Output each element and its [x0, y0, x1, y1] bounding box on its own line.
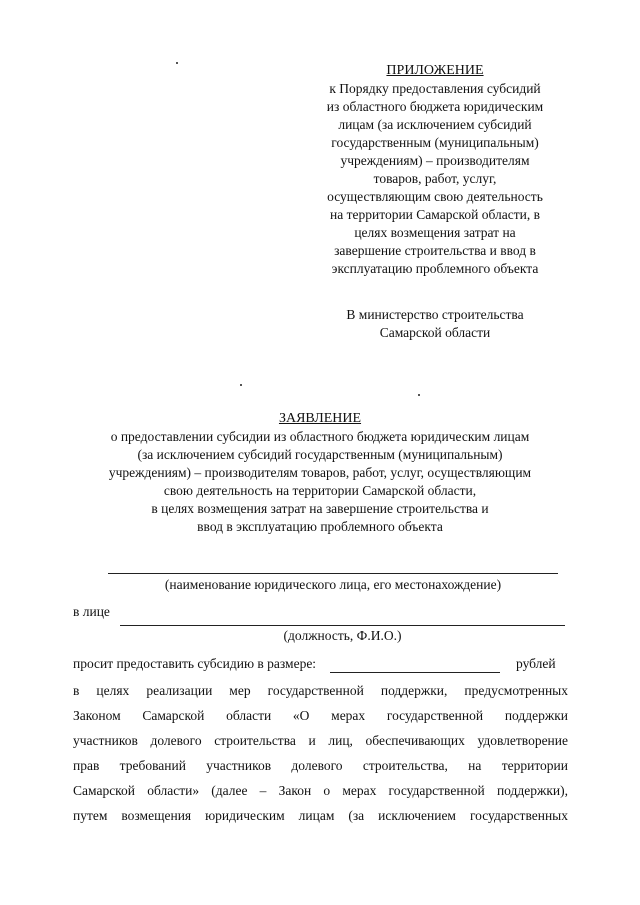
body-line: путем возмещения юридическим лицам (за исключением государственных [73, 808, 568, 823]
statement-line: (за исключением субсидий государственным (муниципальным) [137, 447, 503, 462]
body-line: Законом Самарской области «О мерах государственной поддержки [73, 708, 568, 723]
body-line: в целях реализации мер государственной поддержки, предусмотренных [73, 683, 568, 698]
appendix-line: целях возмещения затрат на [354, 225, 516, 240]
appendix-line: завершение строительства и ввод в [334, 243, 536, 258]
appendix-line: к Порядку предоставления субсидий [329, 81, 541, 96]
appendix-heading: ПРИЛОЖЕНИЕ [386, 63, 484, 78]
statement-block [60, 410, 580, 536]
amount-line[interactable] [330, 672, 500, 673]
recipient-line: Самарской области [379, 325, 491, 340]
scan-speck [176, 62, 178, 64]
currency-label: рублей [516, 656, 556, 671]
body-line: Самарской области» (далее – Закон о мерах государственной поддержки), [73, 783, 568, 798]
entity-name-line[interactable] [108, 573, 558, 574]
recipient-line: В министерство строительства [346, 307, 524, 322]
appendix-line: эксплуатацию проблемного объекта [331, 261, 539, 276]
appendix-line: товаров, работ, услуг, [373, 171, 497, 186]
scan-speck [240, 384, 242, 386]
body-paragraph [73, 678, 568, 828]
appendix-line: учреждениям) – производителям [340, 153, 530, 168]
appendix-line: осуществляющим свою деятельность [327, 189, 543, 204]
appendix-line: из областного бюджета юридическим [326, 99, 544, 114]
statement-line: в целях возмещения затрат на завершение строительства и [151, 501, 489, 516]
in-person-label: в лице [73, 604, 110, 619]
scan-speck [418, 394, 420, 396]
body-line: прав требований участников долевого строительства, на территории [73, 758, 568, 773]
request-label: просит предоставить субсидию в размере: [73, 656, 317, 671]
body-line: участников долевого строительства и лиц, обеспечивающих удовлетворение [73, 733, 568, 748]
appendix-block [300, 62, 570, 278]
statement-line: о предоставлении субсидии из областного бюджета юридическим лицам [110, 429, 530, 444]
appendix-line: на территории Самарской области, в [330, 207, 540, 222]
statement-title: ЗАЯВЛЕНИЕ [278, 411, 362, 426]
position-caption: (должность, Ф.И.О.) [283, 628, 402, 643]
recipient-block [300, 306, 570, 342]
appendix-line: государственным (муниципальным) [331, 135, 539, 150]
appendix-line: лицам (за исключением субсидий [338, 117, 532, 132]
statement-line: ввод в эксплуатацию проблемного объекта [197, 519, 443, 534]
statement-line: учреждениям) – производителям товаров, работ, услуг, осуществляющим [108, 465, 532, 480]
statement-line: свою деятельность на территории Самарской области, [163, 483, 477, 498]
entity-caption: (наименование юридического лица, его местонахождение) [164, 577, 502, 592]
position-name-line[interactable] [120, 625, 565, 626]
